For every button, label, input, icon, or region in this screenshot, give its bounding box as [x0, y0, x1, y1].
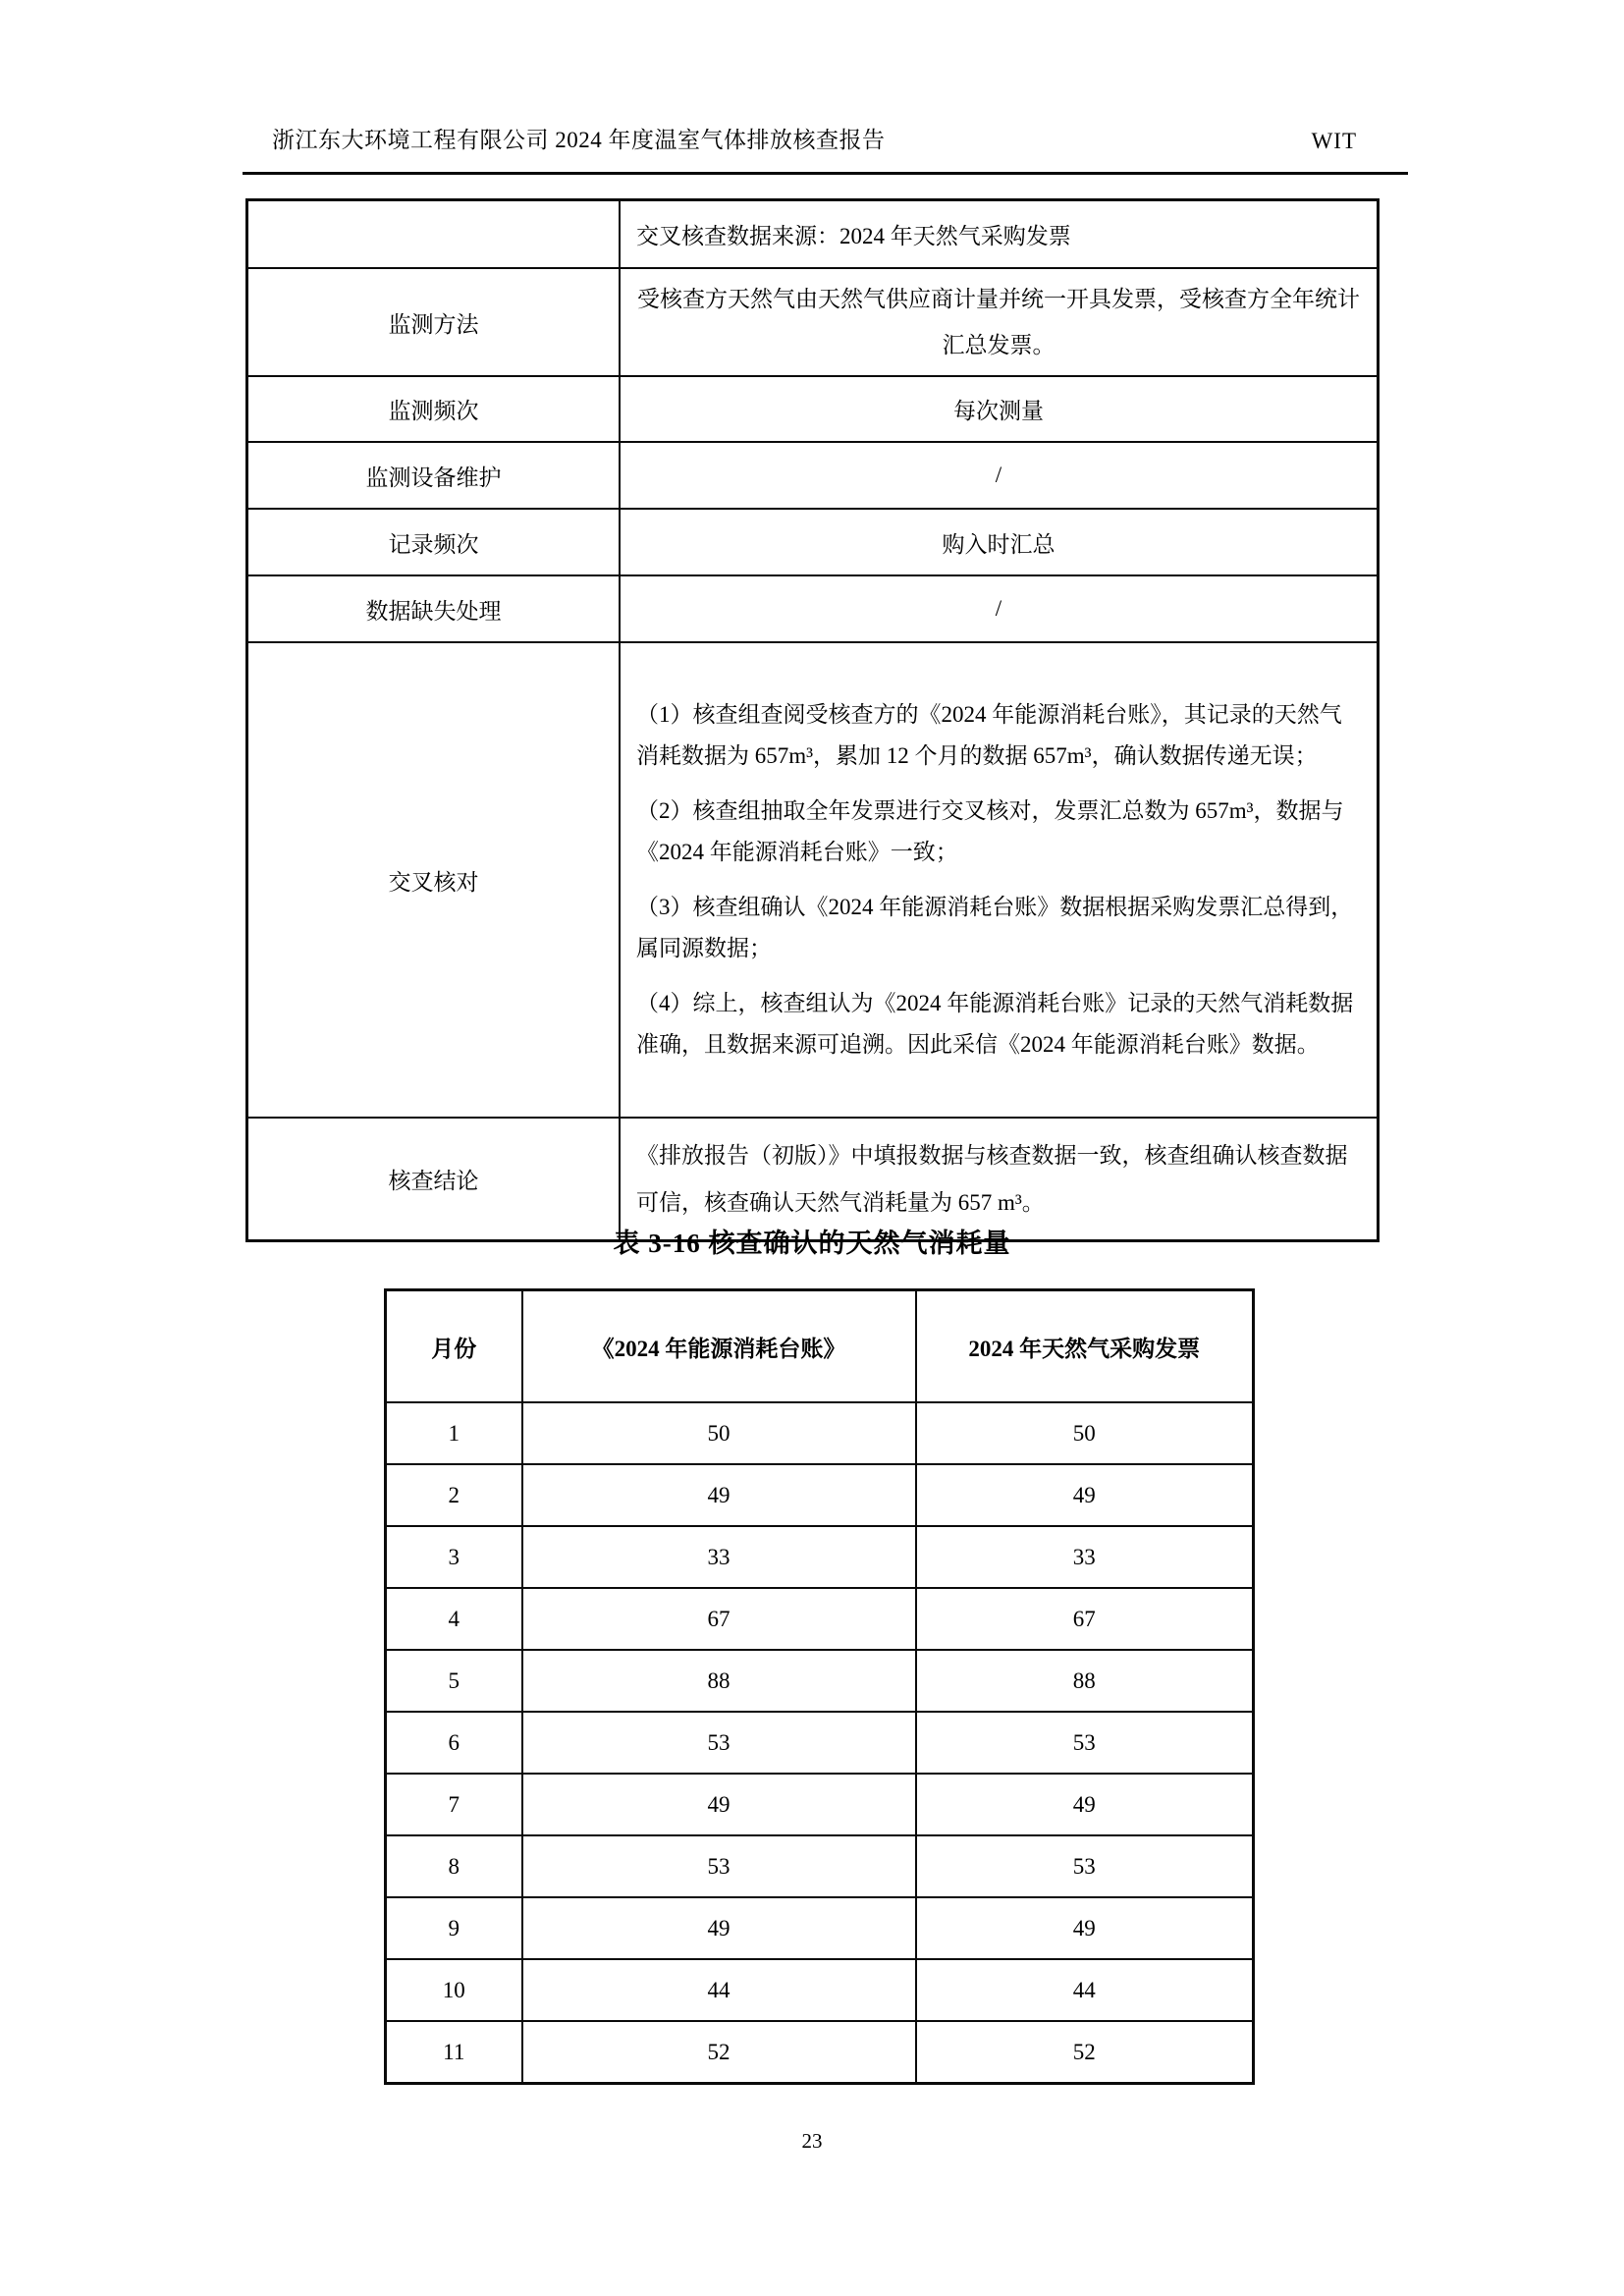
header-month: 月份 [386, 1290, 522, 1403]
table-header-row [386, 1290, 1254, 1403]
table-row [386, 1959, 1254, 2021]
month-cell: 5 [386, 1650, 522, 1712]
invoice-cell: 49 [916, 1897, 1254, 1959]
invoice-cell: 44 [916, 1959, 1254, 2021]
table-row [386, 1526, 1254, 1588]
gas-consumption-table [384, 1288, 1255, 2085]
report-title: 浙江东大环境工程有限公司 2024 年度温室气体排放核查报告 [272, 128, 886, 152]
month-cell: 1 [386, 1402, 522, 1464]
page-header [243, 122, 1408, 175]
invoice-cell: 53 [916, 1835, 1254, 1897]
row-value-cell: 购入时汇总 [620, 509, 1379, 575]
page-number: 23 [801, 2129, 823, 2153]
cross-check-paragraph: （4）综上，核查组认为《2024 年能源消耗台账》记录的天然气消耗数据准确，且数据来源可追溯。因此采信《2024 年能源消耗台账》数据。 [636, 991, 1354, 1057]
table-row [247, 509, 1379, 575]
table-row [247, 575, 1379, 642]
table-3-16-caption: 表 3-16 核查确认的天然气消耗量 [613, 1229, 1011, 1258]
table-row [247, 442, 1379, 509]
header-ledger: 《2024 年能源消耗台账》 [522, 1290, 916, 1403]
month-cell: 6 [386, 1712, 522, 1774]
row-value-cell: / [620, 442, 1379, 509]
row-label-cell [247, 200, 621, 269]
table-row [386, 1588, 1254, 1650]
table-row-cross-check [247, 642, 1379, 1118]
ledger-cell: 49 [522, 1464, 916, 1526]
header-invoice: 2024 年天然气采购发票 [916, 1290, 1254, 1403]
ledger-cell: 52 [522, 2021, 916, 2084]
row-label-cell: 监测设备维护 [247, 442, 621, 509]
ledger-cell: 44 [522, 1959, 916, 2021]
invoice-cell: 49 [916, 1774, 1254, 1835]
row-value-cell: 受核查方天然气由天然气供应商计量并统一开具发票，受核查方全年统计汇总发票。 [620, 268, 1379, 376]
table-row [386, 2021, 1254, 2084]
table-row [247, 200, 1379, 269]
month-cell: 7 [386, 1774, 522, 1835]
invoice-cell: 88 [916, 1650, 1254, 1712]
ledger-cell: 50 [522, 1402, 916, 1464]
invoice-cell: 50 [916, 1402, 1254, 1464]
row-label-cell: 核查结论 [247, 1118, 621, 1241]
table-row [386, 1402, 1254, 1464]
ledger-cell: 53 [522, 1835, 916, 1897]
row-label-cell: 交叉核对 [247, 642, 621, 1118]
month-cell: 8 [386, 1835, 522, 1897]
ledger-cell: 33 [522, 1526, 916, 1588]
row-value-cell: 交叉核查数据来源：2024 年天然气采购发票 [620, 200, 1379, 269]
month-cell: 4 [386, 1588, 522, 1650]
month-cell: 3 [386, 1526, 522, 1588]
month-cell: 11 [386, 2021, 522, 2084]
table-row [247, 376, 1379, 442]
cross-check-paragraph: （1）核查组查阅受核查方的《2024 年能源消耗台账》，其记录的天然气消耗数据为 657m³，累加 12 个月的数据 657m³，确认数据传递无误； [636, 702, 1342, 768]
month-cell: 9 [386, 1897, 522, 1959]
row-value-cell: 每次测量 [620, 376, 1379, 442]
conclusion-cell: 《排放报告（初版）》中填报数据与核查数据一致，核查组确认核查数据可信，核查确认天然气消耗量为 657 m³。 [620, 1118, 1379, 1241]
table-row [386, 1835, 1254, 1897]
table-row [386, 1774, 1254, 1835]
cross-check-paragraph: （2）核查组抽取全年发票进行交叉核对，发票汇总数为 657m³，数据与《2024 年能源消耗台账》一致； [636, 798, 1344, 864]
row-label-cell: 监测频次 [247, 376, 621, 442]
ledger-cell: 88 [522, 1650, 916, 1712]
row-label-cell: 记录频次 [247, 509, 621, 575]
month-cell: 10 [386, 1959, 522, 2021]
ledger-cell: 67 [522, 1588, 916, 1650]
row-value-cell: / [620, 575, 1379, 642]
invoice-cell: 33 [916, 1526, 1254, 1588]
monitoring-verification-table [245, 198, 1380, 1242]
cross-check-cell [620, 642, 1379, 1118]
table-row [386, 1650, 1254, 1712]
ledger-cell: 49 [522, 1897, 916, 1959]
ledger-cell: 49 [522, 1774, 916, 1835]
table-row [386, 1897, 1254, 1959]
cross-check-paragraph: （3）核查组确认《2024 年能源消耗台账》数据根据采购发票汇总得到，属同源数据； [636, 895, 1354, 960]
row-label-cell: 数据缺失处理 [247, 575, 621, 642]
invoice-cell: 53 [916, 1712, 1254, 1774]
table-row [247, 268, 1379, 376]
invoice-cell: 67 [916, 1588, 1254, 1650]
table-row [386, 1464, 1254, 1526]
ledger-cell: 53 [522, 1712, 916, 1774]
month-cell: 2 [386, 1464, 522, 1526]
row-label-cell: 监测方法 [247, 268, 621, 376]
table-row [386, 1712, 1254, 1774]
header-mark: WIT [1311, 129, 1357, 153]
invoice-cell: 49 [916, 1464, 1254, 1526]
invoice-cell: 52 [916, 2021, 1254, 2084]
